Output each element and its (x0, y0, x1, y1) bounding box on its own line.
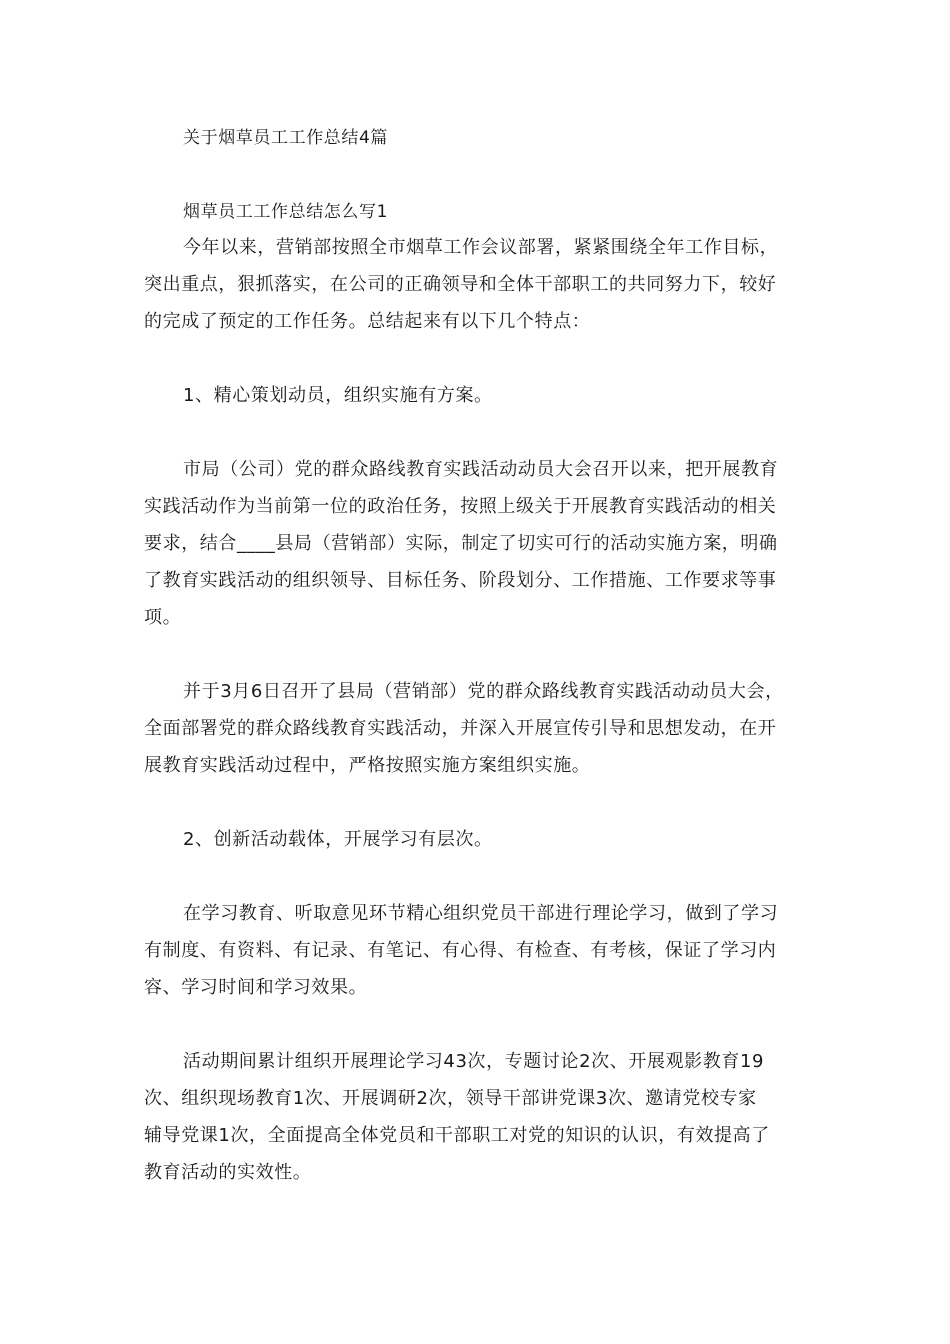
paragraph-2-line: 项。 (144, 607, 182, 628)
paragraph-3-line: 并于3月6日召开了县局（营销部）党的群众路线教育实践活动动员大会， (183, 681, 784, 702)
paragraph-5-line: 活动期间累计组织开展理论学习43次，专题讨论2次、开展观影教育19 (183, 1051, 765, 1072)
document-title: 关于烟草员工工作总结4篇 (183, 128, 389, 148)
paragraph-2-line: 要求，结合____县局（营销部）实际，制定了切实可行的活动实施方案，明确 (144, 533, 778, 554)
paragraph-1-line: 的完成了预定的工作任务。总结起来有以下几个特点： (144, 311, 591, 332)
point-heading-2: 2、创新活动载体，开展学习有层次。 (183, 829, 493, 850)
paragraph-5-line: 次、组织现场教育1次、开展调研2次，领导干部讲党课3次、邀请党校专家 (144, 1088, 757, 1109)
paragraph-1-line: 突出重点，狠抓落实，在公司的正确领导和全体干部职工的共同努力下，较好 (144, 274, 777, 295)
paragraph-2-line: 了教育实践活动的组织领导、目标任务、阶段划分、工作措施、工作要求等事 (144, 570, 777, 591)
point-heading-1: 1、精心策划动员，组织实施有方案。 (183, 385, 493, 406)
paragraph-2-line: 市局（公司）党的群众路线教育实践活动动员大会召开以来，把开展教育 (183, 459, 779, 480)
paragraph-5-line: 辅导党课1次，全面提高全体党员和干部职工对党的知识的认识，有效提高了 (144, 1125, 770, 1146)
section-subtitle: 烟草员工工作总结怎么写1 (183, 202, 389, 222)
paragraph-1-line: 今年以来，营销部按照全市烟草工作会议部署，紧紧围绕全年工作目标， (183, 237, 779, 258)
paragraph-5-line: 教育活动的实效性。 (144, 1162, 312, 1183)
paragraph-4-line: 在学习教育、听取意见环节精心组织党员干部进行理论学习，做到了学习 (183, 903, 779, 924)
paragraph-4-line: 容、学习时间和学习效果。 (144, 977, 368, 998)
paragraph-3-line: 全面部署党的群众路线教育实践活动，并深入开展宣传引导和思想发动，在开 (144, 718, 777, 739)
paragraph-2-line: 实践活动作为当前第一位的政治任务，按照上级关于开展教育实践活动的相关 (144, 496, 777, 517)
paragraph-3-line: 展教育实践活动过程中，严格按照实施方案组织实施。 (144, 755, 591, 776)
paragraph-4-line: 有制度、有资料、有记录、有笔记、有心得、有检查、有考核，保证了学习内 (144, 940, 777, 961)
